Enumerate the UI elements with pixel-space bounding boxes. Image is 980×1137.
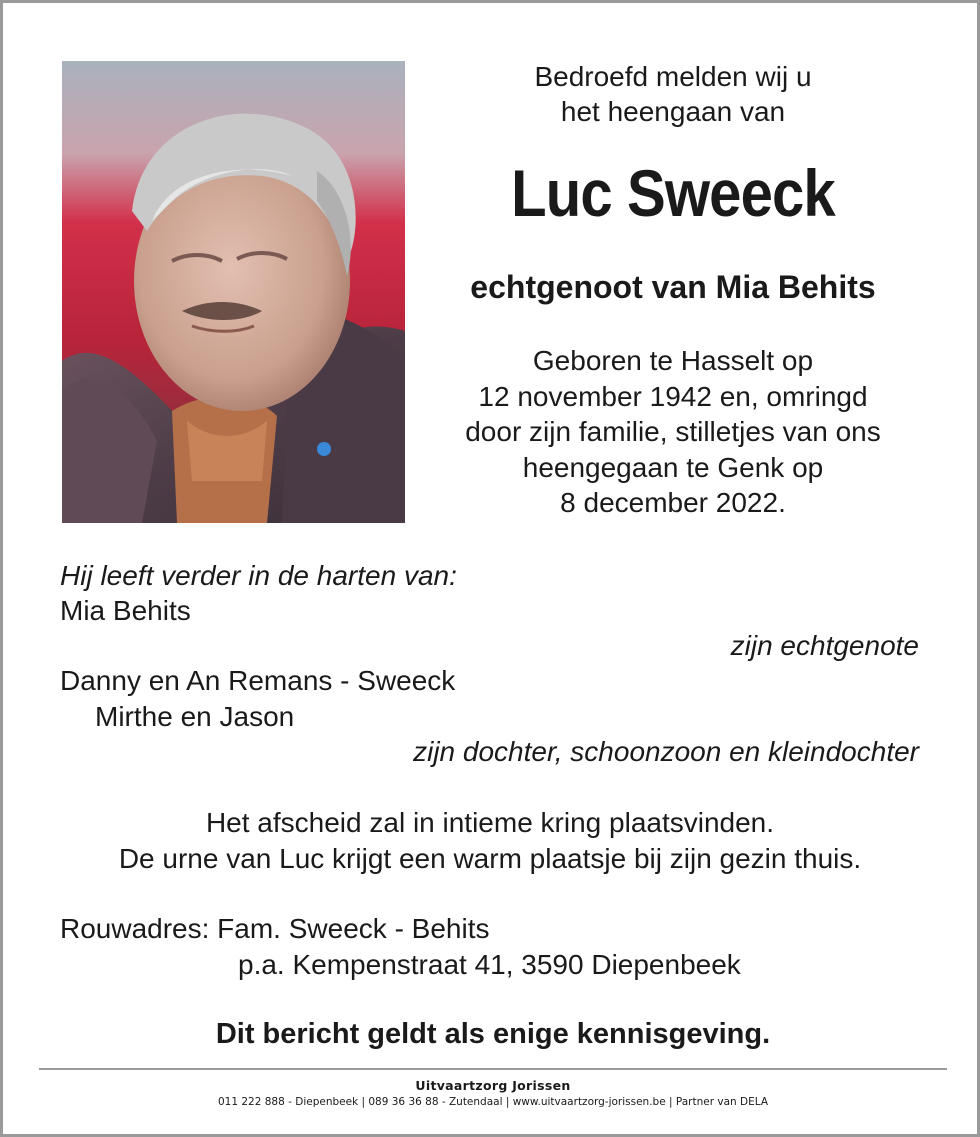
address-line-1: Rouwadres: Fam. Sweeck - Behits bbox=[60, 913, 490, 944]
lapel-pin bbox=[317, 442, 331, 456]
footer-divider bbox=[39, 1068, 947, 1070]
footer-company: Uitvaartzorg Jorissen bbox=[415, 1078, 571, 1093]
address-line-2: p.a. Kempenstraat 41, 3590 Diepenbeek bbox=[238, 949, 741, 980]
farewell-line-2: De urne van Luc krijgt een warm plaatsje bij zijn gezin thuis. bbox=[118, 843, 862, 874]
birth-line-5: 8 december 2022. bbox=[560, 487, 786, 518]
farewell-line-1: Het afscheid zal in intieme kring plaatsvinden. bbox=[205, 807, 775, 838]
family-grandchildren-names: Mirthe en Jason bbox=[95, 701, 295, 732]
birth-line-4: heengegaan te Genk op bbox=[522, 451, 824, 483]
family-heading: Hij leeft verder in de harten van: bbox=[60, 560, 457, 591]
birth-death-details bbox=[423, 343, 923, 521]
portrait-photo bbox=[62, 61, 405, 523]
portrait-illustration bbox=[62, 61, 405, 523]
birth-line-2: 12 november 1942 en, omringd bbox=[478, 380, 868, 412]
family-spouse-name: Mia Behits bbox=[60, 595, 191, 626]
intro-line-1: Bedroefd melden wij u bbox=[534, 61, 812, 92]
birth-line-1: Geboren te Hasselt op bbox=[532, 345, 814, 376]
notice-line: Dit bericht geldt als enige kennisgeving. bbox=[215, 1018, 771, 1050]
birth-line-3: door zijn familie, stilletjes van ons bbox=[465, 416, 881, 447]
deceased-name: Luc Sweeck bbox=[511, 156, 835, 230]
family-spouse-relation: zijn echtgenote bbox=[730, 630, 919, 661]
family-children-names: Danny en An Remans - Sweeck bbox=[60, 665, 456, 696]
footer-details: 011 222 888 - Diepenbeek | 089 36 36 88 - Zutendaal | www.uitvaartzorg-jorissen.be | Partner van DELA bbox=[217, 1096, 769, 1108]
intro-line-2: het heengaan van bbox=[560, 96, 786, 127]
family-children-relation: zijn dochter, schoonzoon en kleindochter bbox=[413, 736, 919, 767]
intro-text bbox=[423, 59, 923, 129]
spouse-line: echtgenoot van Mia Behits bbox=[470, 269, 876, 305]
